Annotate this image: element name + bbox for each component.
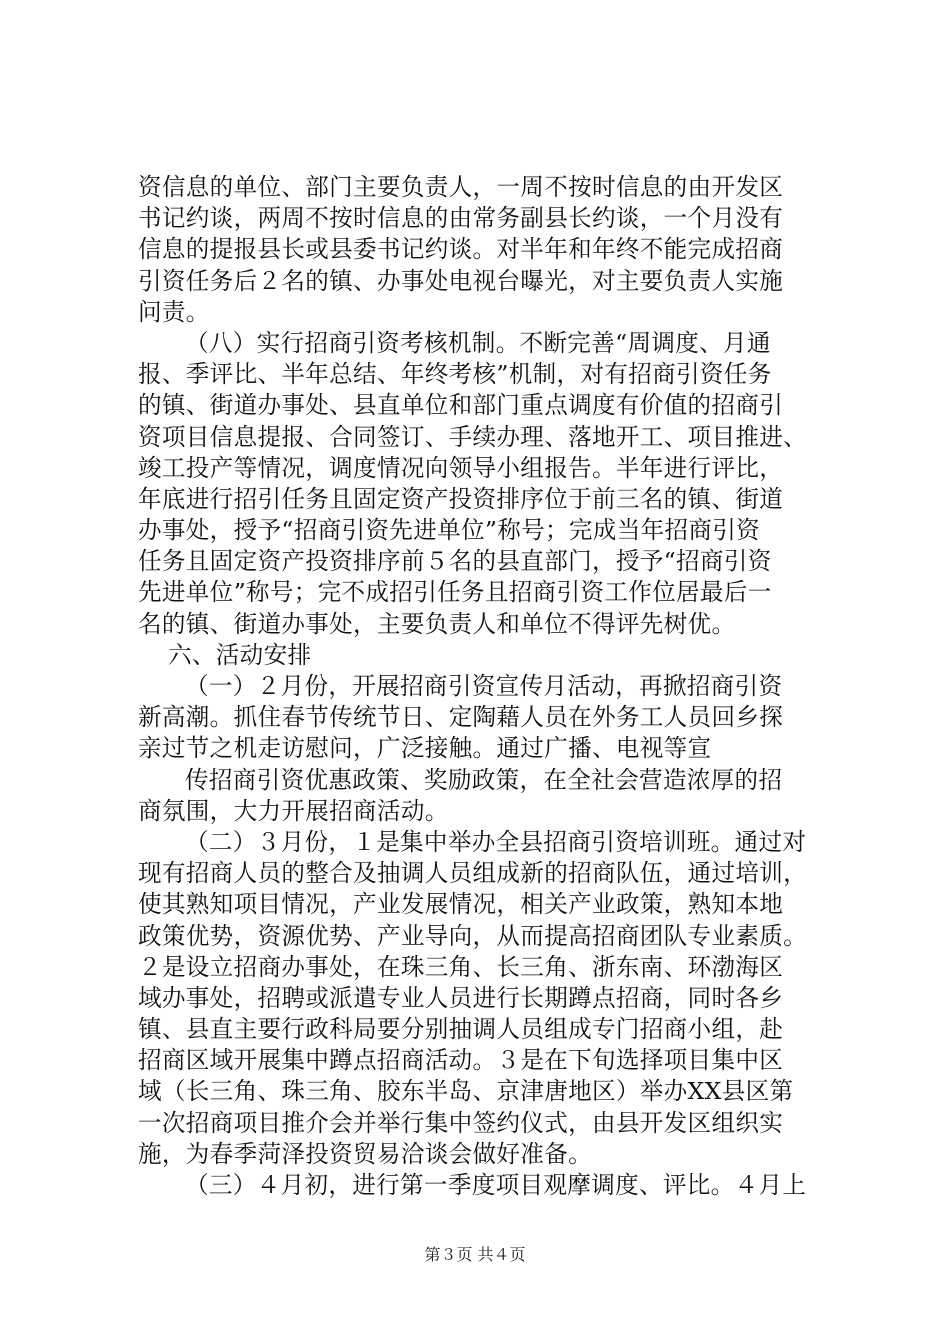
text-line: 书记约谈，两周不按时信息的由常务副县长约谈，一个月没有 [138,204,784,233]
text-line: 名的镇、街道办事处，主要负责人和单位不得评先树优。 [138,609,736,638]
text-line: ２是设立招商办事处，在珠三角、长三角、浙东南、环渤海区 [138,952,784,981]
text-line: 商氛围，大力开展招商活动。 [138,796,449,825]
document-body [138,172,838,1201]
text-line: 的镇、街道办事处、县直单位和部门重点调度有价值的招商引 [138,391,784,420]
text-line: 信息的提报县长或县委书记约谈。对半年和年终不能完成招商 [138,235,784,264]
text-line: 亲过节之机走访慰问，广泛接触。通过广播、电视等宣 [138,734,712,763]
text-line: 域办事处，招聘或派遣专业人员进行长期蹲点招商，同时各乡 [138,983,784,1012]
section-heading: 六、活动安排 [168,640,312,669]
text-line: 竣工投产等情况，调度情况向领导小组报告。半年进行评比， [138,453,784,482]
text-line: 使其熟知项目情况，产业发展情况，相关产业政策，熟知本地 [138,890,784,919]
paragraph-start-line: （一）２月份，开展招商引资宣传月活动，再掀招商引资 [185,672,783,700]
text-line: 引资任务后２名的镇、办事处电视台曝光，对主要负责人实施 [138,266,784,295]
text-line: 年底进行招引任务且固定资产投资排序位于前三名的镇、街道 [138,484,784,513]
text-line: 政策优势，资源优势、产业导向，从而提高招商团队专业素质。 [138,921,808,950]
paragraph-start-line: 传招商引资优惠政策、奖励政策，在全社会营造浓厚的招 [185,765,783,794]
text-line: 问责。 [138,297,210,326]
text-line: 任务且固定资产投资排序前５名的县直部门，授予“招商引资 [138,547,772,576]
text-line: 现有招商人员的整合及抽调人员组成新的招商队伍，通过培训， [138,859,808,888]
text-line: 域（长三角、珠三角、胶东半岛、京津唐地区）举办XX县区第 [138,1077,794,1106]
text-line: 资信息的单位、部门主要负责人，一周不按时信息的由开发区 [138,173,784,201]
text-line: 新高潮。抓住春节传统节日、定陶藉人员在外务工人员回乡探 [138,703,784,732]
text-line: 办事处，授予“招商引资先进单位”称号；完成当年招商引资 [138,516,761,545]
text-line: 镇、县直主要行政科局要分别抽调人员组成专门招商小组，赴 [138,1015,784,1044]
text-line: 先进单位”称号；完不成招引任务且招商引资工作位居最后一 [138,578,772,607]
text-line: 一次招商项目推介会并举行集中签约仪式，由县开发区组织实 [138,1108,784,1137]
text-line: 报、季评比、半年总结、年终考核”机制，对有招商引资任务 [138,360,772,389]
page-number-footer: 第３页 共４页 [424,1245,526,1264]
text-line: 招商区域开展集中蹲点招商活动。３是在下旬选择项目集中区 [138,1046,784,1075]
text-line: 施，为春季菏泽投资贸易洽谈会做好准备。 [138,1139,592,1168]
text-line: 资项目信息提报、合同签订、手续办理、落地开工、项目推进、 [138,422,808,451]
paragraph-start-line: （三）４月初，进行第一季度项目观摩调度、评比。４月上 [185,1171,807,1199]
paragraph-start-line: （八）实行招商引资考核机制。不断完善“周调度、月通 [185,328,771,357]
paragraph-start-line: （二）３月份，１是集中举办全县招商引资培训班。通过对 [185,827,807,856]
